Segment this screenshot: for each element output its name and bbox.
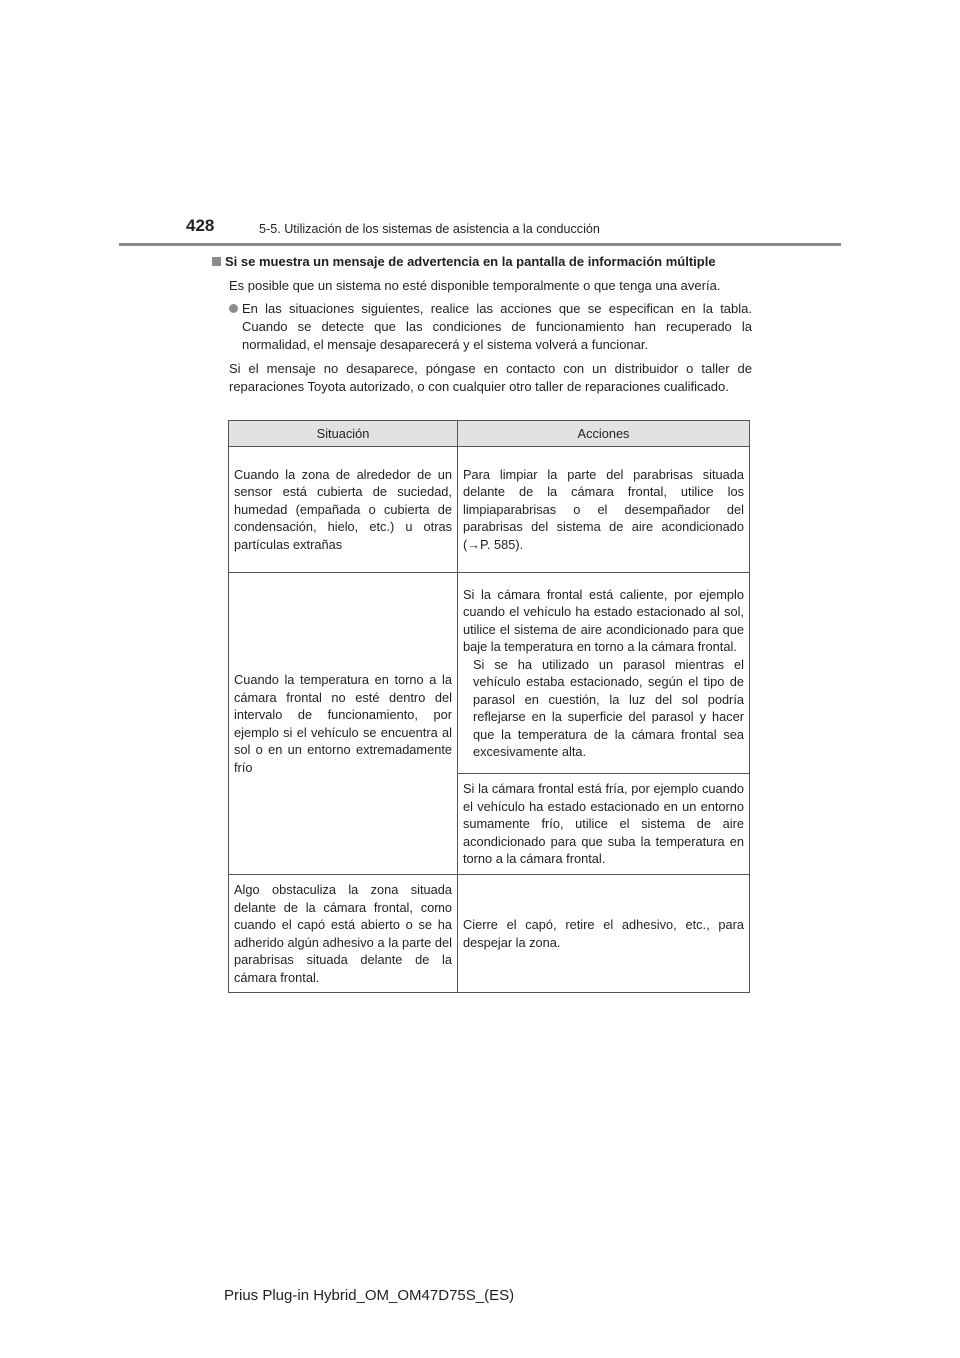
square-bullet-icon: [212, 257, 221, 266]
action-cell: Para limpiar la parte del parabrisas situada delante de la cámara frontal, utilice los limpiaparabrisas o el desempañador del parabrisas del sistema de aire acondicionado (→P. 585).: [458, 447, 750, 573]
bullet-item: [229, 300, 752, 354]
section-heading: [212, 253, 752, 271]
bullet-text: En las situaciones siguientes, realice las acciones que se especifican en la tabla. Cuando se detecte que las condiciones de funcionamiento han recuperado la normalidad, el mensaje desaparecerá y el sistema volverá a funcionar.: [242, 301, 752, 352]
table-header-row: [229, 421, 750, 447]
page-number: 428: [186, 216, 215, 235]
situation-cell: Cuando la zona de alrededor de un sensor está cubierta de suciedad, humedad (empañada o cubierta de condensación, hielo, etc.) u otras partículas extrañas: [229, 447, 458, 573]
content-block: [212, 253, 752, 396]
action-cell: Si la cámara frontal está fría, por ejemplo cuando el vehículo ha estado estacionado en un entorno sumamente frío, utilice el sistema de aire acondicionado para que suba la temperatura en torno a la cámara frontal.: [458, 774, 750, 875]
footer-text: Prius Plug-in Hybrid_OM_OM47D75S_(ES): [224, 1287, 515, 1304]
table-row: [229, 447, 750, 573]
heading-text: Si se muestra un mensaje de advertencia en la pantalla de información múltiple: [225, 254, 716, 269]
circle-bullet-icon: [229, 304, 238, 313]
header-situacion: Situación: [229, 421, 458, 447]
header-acciones: Acciones: [458, 421, 750, 447]
situation-cell: Cuando la temperatura en torno a la cámara frontal no esté dentro del intervalo de funcionamiento, por ejemplo si el vehículo se encuentra al sol o en un entorno extremadamente frío: [229, 573, 458, 875]
contact-paragraph: Si el mensaje no desaparece, póngase en contacto con un distribuidor o taller de reparaciones Toyota autorizado, o con cualquier otro taller de reparaciones cualificado.: [229, 361, 752, 394]
action-cell: Cierre el capó, retire el adhesivo, etc., para despejar la zona.: [458, 875, 750, 993]
situations-table: [228, 420, 750, 993]
action-hot-note: Si se ha utilizado un parasol mientras el vehículo estaba estacionado, según el tipo de parasol en cuestión, la luz del sol podría reflejarse en la superficie del parasol y hacer que la temperatura de la cámara frontal sea excesivamente alta.: [473, 656, 744, 759]
section-title: 5-5. Utilización de los sistemas de asistencia a la conducción: [259, 222, 600, 236]
header-divider: [119, 243, 841, 246]
action-hot-text: Si la cámara frontal está caliente, por ejemplo cuando el vehículo ha estado estacionado al sol, utilice el sistema de aire acondicionado para que baje la temperatura en torno a la cámara frontal.: [463, 586, 744, 654]
action-cell: [458, 573, 750, 774]
table-row: [229, 573, 750, 774]
situation-cell: Algo obstaculiza la zona situada delante de la cámara frontal, como cuando el capó está abierto o se ha adherido algún adhesivo a la parte del parabrisas situada delante de la cámara frontal.: [229, 875, 458, 993]
table-row: [229, 875, 750, 993]
intro-paragraph: Es posible que un sistema no esté disponible temporalmente o que tenga una avería.: [229, 278, 721, 293]
